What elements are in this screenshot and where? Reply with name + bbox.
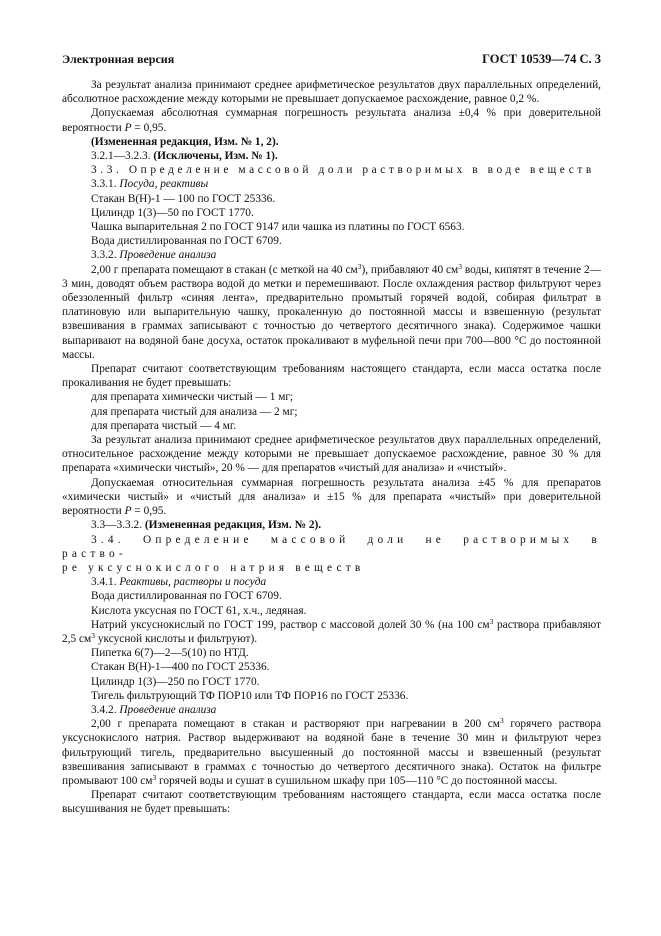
section-3-4-title-line1: 3.4. Определение массовой доли не растворимых в раство- [62, 533, 601, 560]
list-item: Пипетка 6(7)—2—5(10) по НТД. [91, 647, 249, 660]
list-item: Чашка выпарительная 2 по ГОСТ 9147 или чашка из платины по ГОСТ 6563. [91, 221, 465, 234]
header-left: Электронная версия [62, 52, 175, 66]
document-body [62, 78, 601, 817]
list-item: Цилиндр 1(3)—50 по ГОСТ 1770. [91, 206, 254, 219]
subsection-title: Реактивы, растворы и посуда [119, 576, 267, 589]
paragraph-procedure-1 [62, 263, 601, 362]
paragraph-requirement-1: Препарат считают соответствующим требованиям настоящего стандарта, если масса остатка после прокаливания не будет превышать: [62, 363, 601, 390]
text: ), прибавляют 40 см [361, 263, 459, 276]
paragraph-sodium-acetate [62, 618, 601, 646]
subsection-3-4-2 [62, 703, 601, 717]
section-3-4-title-line2: ре уксуснокислого натрия веществ [62, 561, 365, 574]
text: раствора прибавляют 2,5 см [62, 618, 601, 645]
amendment-note-2 [62, 518, 601, 532]
list-item: Вода дистиллированная по ГОСТ 6709. [91, 235, 282, 248]
paragraph-abs-error [62, 106, 601, 134]
text: горячего раствора уксуснокислого натрия. Раствор выдерживают на водяной бане в течение 30 мин и фильтруют через фильтрующий тигель, предварительно высушенный до постоянной массы и взвешенный (результат взвешивания записывают в граммах с точностью до четвертого десятичного знака). Остаток на фильтре промывают 100 см [62, 718, 601, 787]
paragraph-procedure-2 [62, 717, 601, 788]
list-item: для препарата чистый для анализа — 2 мг; [91, 405, 298, 418]
paragraph-result-avg-2: За результат анализа принимают среднее арифметическое результатов двух параллельных определений, относительное расхождение между которыми не превышает допускаемое расхождение, равное 30 % для препарата «химически чистый», 20 % — для препаратов «чистый для анализа» и «чистый». [62, 434, 601, 475]
amendment-text: (Измененная редакция, Изм. № 2). [144, 519, 322, 532]
clause-number: 3.4.1. [91, 576, 120, 589]
text: горячей воды и сушат в сушильном шкафу при 105—110 °С до постоянной массы. [156, 774, 558, 787]
header-right: ГОСТ 10539—74 С. 3 [482, 52, 601, 66]
paragraph-requirement-2: Препарат считают соответствующим требованиям настоящего стандарта, если масса остатка после высушивания не будет превышать: [62, 789, 601, 816]
subsection-title: Посуда, реактивы [119, 178, 209, 191]
amendment-text: (Измененная редакция, Изм. № 1, 2). [91, 135, 279, 148]
superscript: 3 [152, 772, 157, 782]
list-item: Вода дистиллированная по ГОСТ 6709. [91, 590, 282, 603]
text: 2,00 г препарата помещают в стакан и растворяют при нагревании в 200 см [91, 718, 500, 731]
list-item: Стакан В(Н)-1—400 по ГОСТ 25336. [91, 661, 270, 674]
list-item: Кислота уксусная по ГОСТ 61, х.ч., ледяная. [91, 604, 307, 617]
excluded-note [62, 149, 601, 163]
superscript: 3 [489, 616, 494, 626]
subsection-3-4-1 [62, 575, 601, 589]
amendment-note-1 [62, 135, 601, 149]
text: Допускаемая относительная суммарная погрешность результата анализа ±45 % для препаратов «химически чистый» и «чистый для анализа» и ±15 % для препарата «чистый» при доверительной вероятности [62, 476, 601, 518]
superscript: 3 [499, 716, 504, 726]
subsection-3-3-2 [62, 248, 601, 262]
paragraph-rel-error [62, 476, 601, 519]
section-3-3-title: 3.3. Определение массовой доли растворимых в воде веществ [91, 164, 595, 177]
formula-p: P [124, 505, 132, 518]
text: = 0,95. [131, 505, 167, 518]
superscript: 3 [458, 261, 462, 271]
superscript: 3 [91, 630, 95, 640]
clause-number: 3.3—3.3.2. [91, 519, 145, 532]
list-item: Цилиндр 1(3)—250 по ГОСТ 1770. [91, 675, 260, 688]
text: Натрий уксуснокислый по ГОСТ 199, раствор с массовой долей 30 % (на 100 см [91, 618, 490, 631]
text: 2,00 г препарата помещают в стакан (с меткой на 40 см [91, 263, 358, 276]
paragraph-result-avg-1: За результат анализа принимают среднее арифметическое результатов двух параллельных определений, абсолютное расхождение между которыми не превышает допускаемое расхождение, равное 0,2 %. [62, 79, 601, 106]
text: воды, кипятят в течение 2—3 мин, доводят объем раствора водой до метки и перемешивают. После охлаждения раствор фильтруют через обеззоленный фильтр «синяя лента», предварительно промытый горячей водой, собирая фильтрат в платиновую или выпарительную чашку, прокаленную до постоянной массы и взвешенную (результат взвешивания в граммах записывают с точностью до четвертого десятичного знака). Содержимое чашки выпаривают на водяной бане досуха, остаток прокаливают в муфельной печи при 700—800 °С до постоянной массы. [62, 263, 601, 361]
superscript: 3 [357, 261, 362, 271]
subsection-3-3-1 [62, 177, 601, 191]
text: Допускаемая абсолютная суммарная погрешность результата анализа ±0,4 % при доверительной вероятности [62, 107, 601, 134]
list-item: Стакан В(Н)-1 — 100 по ГОСТ 25336. [91, 192, 276, 205]
clause-number: 3.3.2. [91, 249, 120, 262]
text: уксусной кислоты и фильтруют). [94, 632, 258, 645]
text: = 0,95. [131, 121, 167, 134]
clause-number: 3.3.1. [91, 178, 120, 191]
list-item: Тигель фильтрующий ТФ ПОР10 или ТФ ПОР16 по ГОСТ 25336. [91, 689, 409, 702]
page-header [62, 52, 601, 67]
list-item: для препарата химически чистый — 1 мг; [91, 391, 294, 404]
subsection-title: Проведение анализа [119, 703, 217, 716]
clause-number: 3.4.2. [91, 703, 120, 716]
formula-p: P [124, 121, 132, 134]
list-item: для препарата чистый — 4 мг. [91, 419, 237, 432]
subsection-title: Проведение анализа [119, 249, 217, 262]
clause-number: 3.2.1—3.2.3. [91, 150, 154, 163]
excluded-text: (Исключены, Изм. № 1). [153, 150, 278, 163]
